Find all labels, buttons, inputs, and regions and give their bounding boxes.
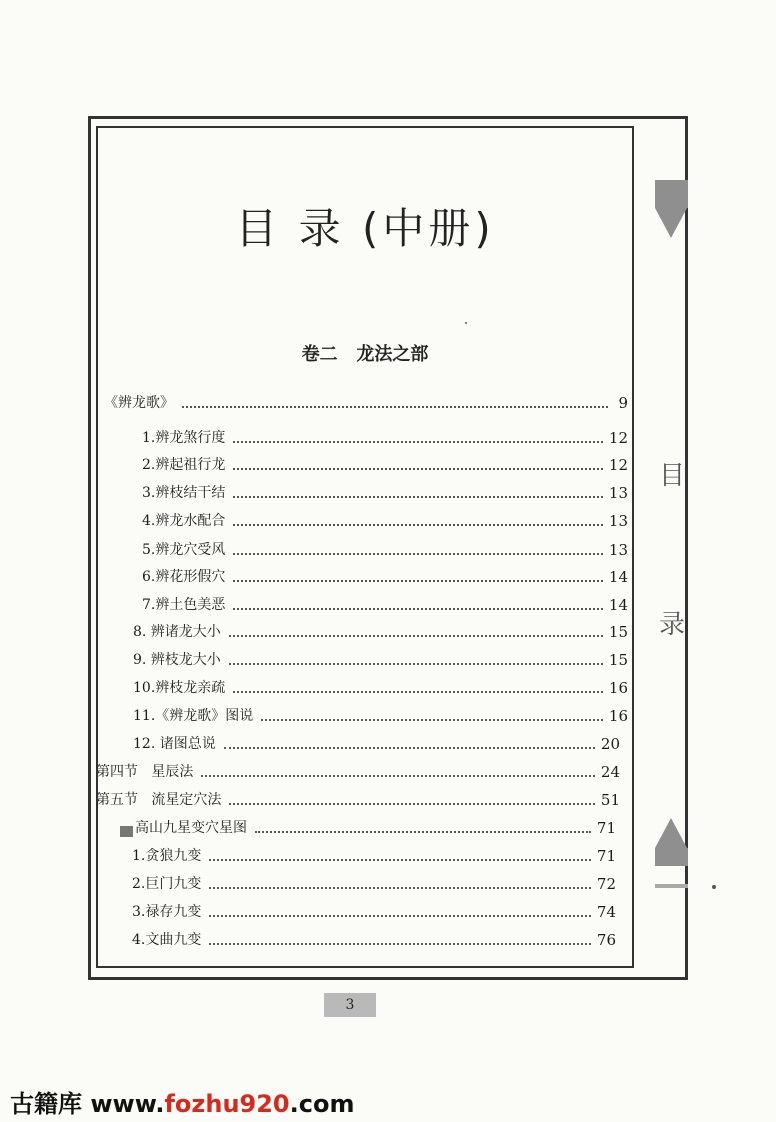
toc-entry-label: 6.辨花形假穴 [142,569,226,585]
toc-entry [133,701,628,725]
toc-entry-page: 72 [596,875,616,893]
watermark-text-a: 古籍库 www. [10,1090,165,1118]
toc-entry-page: 74 [596,903,616,921]
toc-leader-dots [229,802,595,805]
toc-entry-page: 15 [608,623,628,641]
toc-entry [142,450,628,474]
toc-entry [132,925,616,949]
toc-leader-dots [233,690,603,693]
toc-entry-label: 5.辨龙穴受风 [142,542,226,558]
toc-entry-label: 2.辨起祖行龙 [142,457,226,473]
watermark [10,1084,354,1119]
toc-entry-page: 12 [608,429,628,447]
toc-entry [96,785,620,809]
toc-entry-page: 15 [608,651,628,669]
toc-leader-dots [209,858,591,861]
toc-entry-label: 11.《辨龙歌》图说 [133,708,254,724]
toc-entry-page: 13 [608,541,628,559]
toc-entry-page: 51 [600,791,620,809]
scan-speck [465,322,467,324]
toc-entry [132,897,616,921]
toc-entry-label: 第四节 星辰法 [96,764,194,780]
toc-entry-page: 14 [608,568,628,586]
toc-leader-dots [233,579,603,582]
toc-leader-dots [233,523,603,526]
toc-entry-label: 12. 诸图总说 [133,736,216,752]
toc-entry [142,478,628,502]
toc-leader-dots [233,552,603,555]
toc-entry [133,673,628,697]
toc-entry-label: 第五节 流星定穴法 [96,792,222,808]
toc-entry [133,729,620,753]
toc-entry-page: 20 [600,735,620,753]
toc-leader-dots [229,634,603,637]
spine-char-1: 目 [658,461,685,491]
toc-entry-label: 8. 辨诸龙大小 [133,624,221,640]
toc-entry-label: 4.辨龙水配合 [142,513,226,529]
toc-entry [142,590,628,614]
page-number: 3 [324,993,376,1017]
toc-entry-label: 《辨龙歌》 [104,395,174,411]
toc-entry-label: 3.禄存九变 [132,904,202,920]
toc-leader-dots [201,774,595,777]
toc-entry-page: 16 [608,679,628,697]
toc-leader-dots [255,830,591,833]
toc-entry-page: 71 [596,847,616,865]
spine-chevron-bottom [655,818,687,848]
toc-entry-label: 2.巨门九变 [132,876,202,892]
toc-entry-label: 9. 辨枝龙大小 [133,652,221,668]
toc-entry-label: 7.辨土色美恶 [142,597,226,613]
toc-entry-label: 1.辨龙煞行度 [142,430,226,446]
spine-char-2: 录 [658,610,685,640]
toc-entry [132,869,616,893]
toc-entry [142,535,628,559]
spine-chevron-top [655,208,687,238]
toc-entry-label: 1.贪狼九变 [132,848,202,864]
toc-entry-page: 71 [596,819,616,837]
toc-entry-page: 13 [608,512,628,530]
toc-entry-page: 9 [618,394,628,412]
toc-entry [142,506,628,530]
toc-entry [120,813,616,837]
spine-band-top [655,180,688,208]
toc-entry-page: 14 [608,596,628,614]
toc-entry-label: 3.辨枝结干结 [142,485,226,501]
toc-entry-page: 76 [596,931,616,949]
toc-leader-dots [224,746,595,749]
toc-entry-page: 13 [608,484,628,502]
toc-leader-dots [229,662,603,665]
watermark-text-red: fozhu920 [164,1090,290,1118]
toc-entry-page: 12 [608,456,628,474]
toc-entry [133,645,628,669]
toc-entry [104,388,628,412]
toc-leader-dots [209,942,591,945]
spine-band-bottom [655,848,688,866]
toc-leader-dots [233,467,603,470]
toc-entry [132,841,616,865]
toc-leader-dots [233,440,603,443]
toc-entry-page: 16 [608,707,628,725]
toc-entry [133,617,628,641]
toc-entry-page: 24 [600,763,620,781]
watermark-text-b: .com [289,1090,355,1118]
page-title: 目 录 (中册) [235,204,495,253]
spine-band-rule [655,884,688,888]
toc-leader-dots [182,405,608,408]
toc-leader-dots [233,495,603,498]
toc-entry [142,423,628,447]
toc-entry-label: 高山九星变穴星图 [135,820,247,836]
scan-speck [712,885,716,889]
toc-entry [96,757,620,781]
toc-leader-dots [209,914,591,917]
toc-entry-label: 10.辨枝龙亲疏 [133,680,226,696]
toc-leader-dots [209,886,591,889]
toc-entry-label: 4.文曲九变 [132,932,202,948]
section-heading: 卷二 龙法之部 [301,344,429,365]
toc-entry [142,562,628,586]
toc-leader-dots [261,718,603,721]
toc-leader-dots [233,607,603,610]
square-bullet-icon [120,826,133,837]
